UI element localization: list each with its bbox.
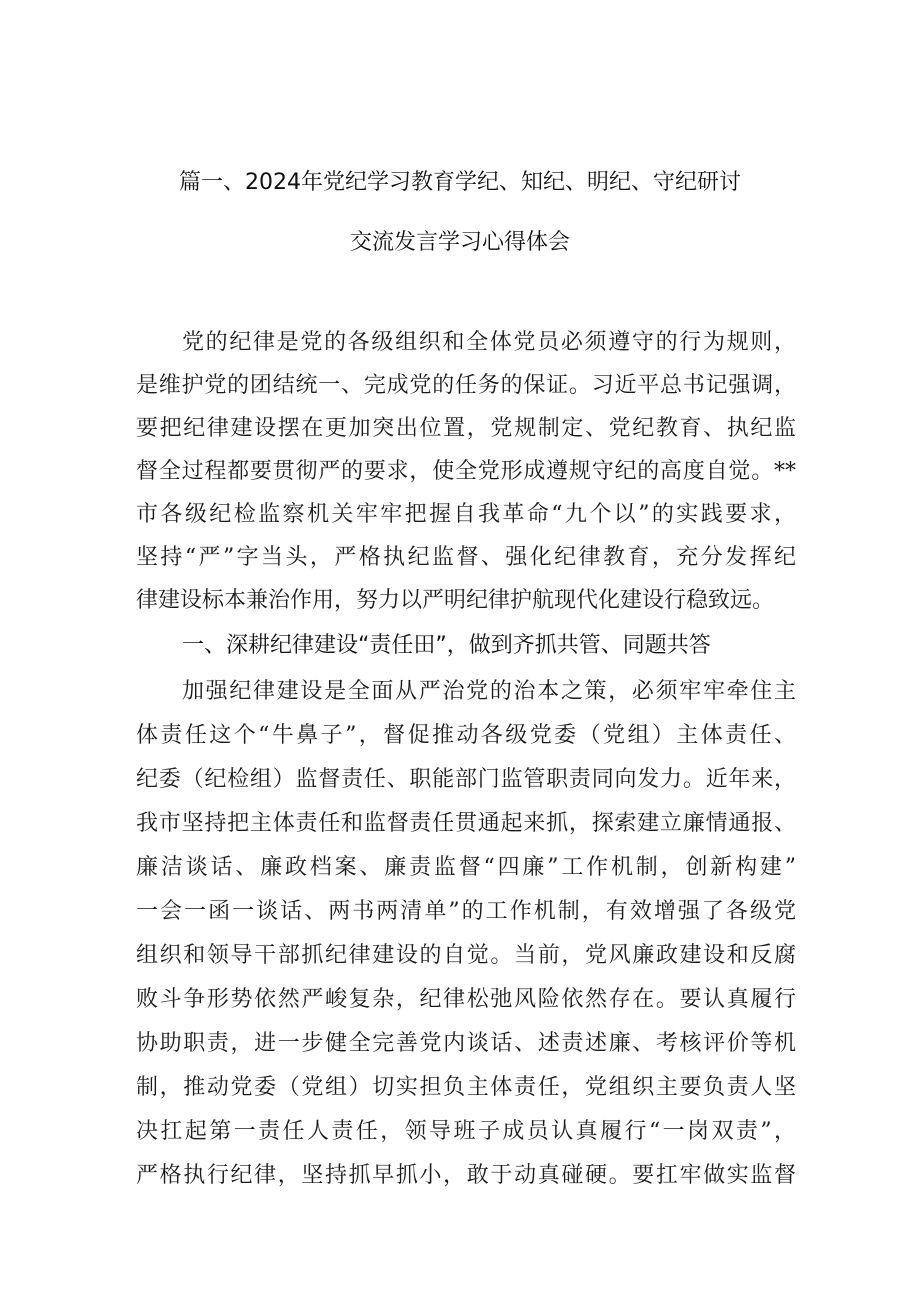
paragraph-2-line: 廉洁谈话、廉政档案、廉责监督“四廉”工作机制，创新构建” [136,855,796,880]
paragraph-2-line: 组织和领导干部抓纪律建设的自觉。当前，党风廉政建设和反腐 [136,943,796,968]
paragraph-2-line: 败斗争形势依然严峻复杂，纪律松弛风险依然存在。要认真履行 [136,987,796,1012]
section-heading: 一、深耕纪律建设“责任田”，做到齐抓共管、同题共答 [182,633,711,658]
paragraph-2-line: 协助职责，进一步健全完善党内谈话、述责述廉、考核评价等机 [136,1031,796,1056]
document-title-line-2: 交流发言学习心得体会 [349,230,570,255]
paragraph-2-line: 加强纪律建设是全面从严治党的治本之策，必须牢牢牵住主 [182,679,796,704]
paragraph-1-line: 是维护党的团结统一、完成党的任务的保证。习近平总书记强调， [136,373,796,398]
paragraph-2-line: 体责任这个“牛鼻子”，督促推动各级党委（党组）主体责任、 [136,723,796,748]
paragraph-2-line: 纪委（纪检组）监督责任、职能部门监管职责同向发力。近年来， [136,767,796,792]
paragraph-1-line: 市各级纪检监察机关牢牢把握自我革命“九个以”的实践要求， [136,502,796,527]
paragraph-2-line: 一会一函一谈话、两书两清单”的工作机制，有效增强了各级党 [136,899,796,924]
paragraph-2-line: 严格执行纪律，坚持抓早抓小，敢于动真碰硬。要扛牢做实监督 [136,1163,796,1188]
paragraph-1-line: 律建设标本兼治作用，努力以严明纪律护航现代化建设行稳致远。 [136,588,775,613]
paragraph-2-line: 我市坚持把主体责任和监督责任贯通起来抓，探索建立廉情通报、 [136,811,796,836]
paragraph-2-line: 制，推动党委（党组）切实担负主体责任，党组织主要负责人坚 [136,1075,796,1100]
paragraph-1-line: 督全过程都要贯彻严的要求，使全党形成遵规守纪的高度自觉。** [136,459,796,484]
document-title-line-1: 篇一、2024年党纪学习教育学纪、知纪、明纪、守纪研讨 [179,170,741,195]
paragraph-1-line: 党的纪律是党的各级组织和全体党员必须遵守的行为规则， [182,330,796,355]
paragraph-2-line: 决扛起第一责任人责任，领导班子成员认真履行“一岗双责”， [136,1119,796,1144]
paragraph-1-line: 要把纪律建设摆在更加突出位置，党规制定、党纪教育、执纪监 [136,416,796,441]
paragraph-1-line: 坚持“严”字当头，严格执纪监督、强化纪律教育，充分发挥纪 [136,545,796,570]
